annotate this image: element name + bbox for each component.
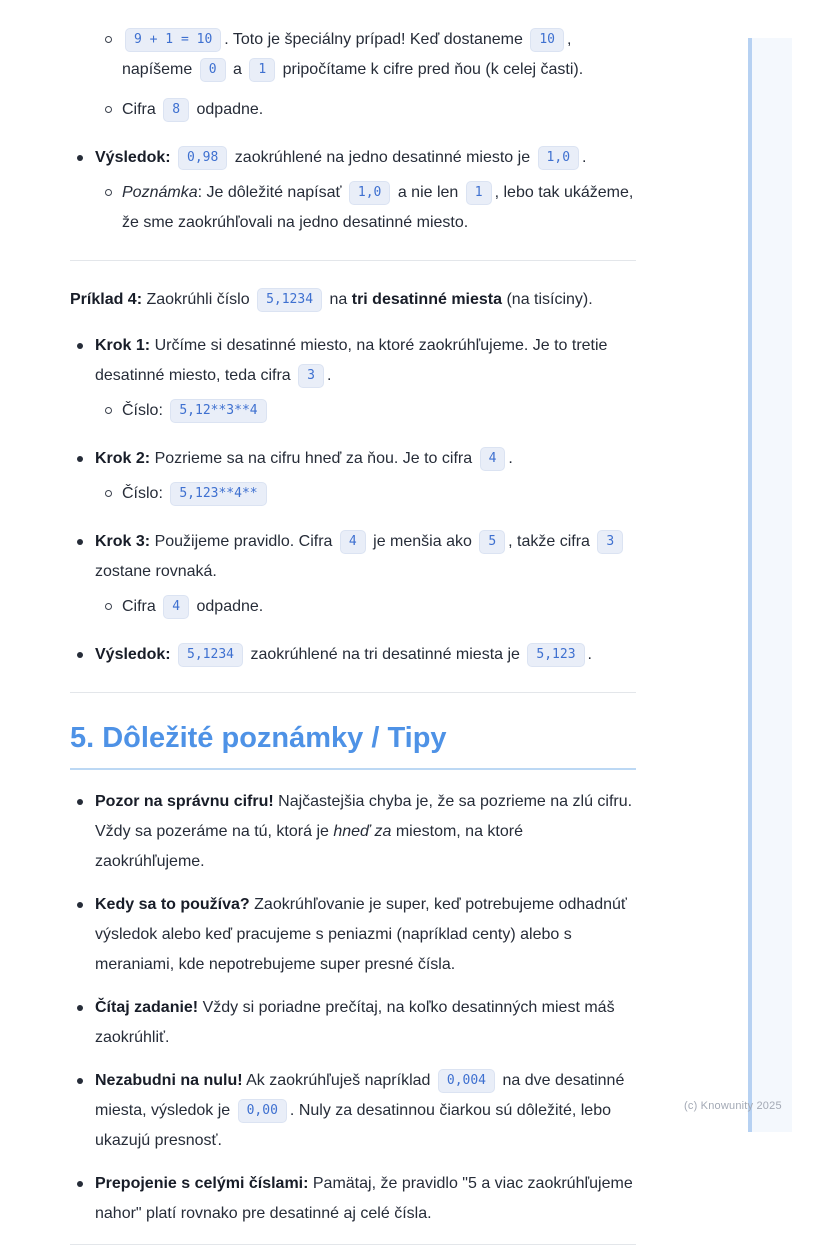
list-item [97,178,636,238]
disc-bullet-icon [77,1181,83,1187]
text-run: na dve desatinné miesta, výsledok je [95,1072,625,1119]
code-chip: 5,1234 [178,643,243,667]
disc-bullet-icon [77,799,83,805]
text-run: . Nuly za desatinnou čiarkou sú dôležité, lebo ukazujú presnosť. [95,1102,611,1149]
text-run: miestom, na ktoré zaokrúhľujeme. [95,823,523,870]
list-item [70,640,636,670]
bold-run: Čítaj zadanie! [95,999,199,1016]
code-chip: 3 [298,364,324,388]
circle-bullet-icon [105,603,112,610]
text-run: zostane rovnaká. [95,563,217,580]
disc-bullet-icon [77,456,83,462]
section-divider [70,260,636,261]
bold-run: Krok 2: [95,450,155,467]
list-item [97,592,636,622]
text-run: , lebo tak ukážeme, že sme zaokrúhľovali na jedno desatinné miesto. [122,184,634,231]
disc-bullet-icon [77,902,83,908]
text-run: Číslo: [122,402,168,419]
bold-run: Pozor na správnu cifru! [95,793,274,810]
text-run: Zaokrúhľovanie je super, keď potrebujeme odhadnúť výsledok alebo keď pracujeme s peniazmi (napríklad centy) alebo s meraniami, kde nepotrebujeme super presné čísla. [95,896,627,973]
text-run: . Toto je špeciálny prípad! Keď dostaneme [224,31,528,48]
code-chip: 5,1234 [257,288,322,312]
circle-bullet-icon [105,189,112,196]
list-item [70,1169,636,1229]
list-item [70,143,636,173]
text-run: zaokrúhlené na jedno desatinné miesto je [230,149,535,166]
code-chip: 1 [249,58,275,82]
bold-run: tri desatinné miesta [351,291,503,308]
text-run: je menšia ako [368,533,477,550]
text-run: odpadne. [192,101,264,118]
code-chip: 3 [597,530,623,554]
list-item [97,396,636,426]
list-item [70,890,636,980]
next-page-edge-line [748,38,752,1132]
bold-run: Výsledok: [95,149,176,166]
circle-bullet-icon [105,106,112,113]
code-chip: 5,123**4** [170,482,266,506]
list-item [70,1066,636,1156]
italic-run: hneď za [333,823,392,840]
code-chip: 5,123 [527,643,584,667]
text-run: Ak zaokrúhľuješ napríklad [242,1072,435,1089]
list-item [97,25,636,85]
code-chip: 1 [466,181,492,205]
text-run: Pamätaj, že pravidlo "5 a viac zaokrúhľujeme nahor" platí rovnako pre desatinné aj celé čísla. [95,1175,633,1222]
text-run: . [508,450,513,467]
example-paragraph [70,285,636,315]
code-chip: 4 [480,447,506,471]
code-chip: 10 [530,28,564,52]
code-chip: 0,00 [238,1099,287,1123]
code-chip: 9 + 1 = 10 [125,28,221,52]
text-run: Určíme si desatinné miesto, na ktoré zaokrúhľujeme. Je to tretie desatinné miesto, teda cifra [95,337,608,384]
code-chip: 5 [479,530,505,554]
text-run: odpadne. [192,598,264,615]
code-chip: 5,12**3**4 [170,399,266,423]
text-run: pripočítame k cifre pred ňou (k celej časti). [278,61,584,78]
list-item [70,444,636,474]
text-run: . [326,367,332,384]
text-run: . [582,149,587,166]
text-run: Číslo: [122,485,168,502]
next-page-edge [752,38,792,1132]
text-run: Najčastejšia chyba je, že sa pozrieme na zlú cifru. Vždy sa pozeráme na tú, ktorá je [95,793,633,840]
text-run: a nie len [393,184,463,201]
code-chip: 0,98 [178,146,227,170]
code-chip: 1,0 [349,181,390,205]
text-run: Použijeme pravidlo. Cifra [154,533,337,550]
bold-run: Príklad 4: [70,291,147,308]
code-chip: 4 [340,530,366,554]
section-heading: 5. Dôležité poznámky / Tipy [70,720,636,770]
text-run: na [325,291,352,308]
list-item [70,527,636,587]
circle-bullet-icon [105,490,112,497]
disc-bullet-icon [77,155,83,161]
text-run: Vždy si poriadne prečítaj, na koľko desatinných miest máš zaokrúhliť. [95,999,615,1046]
text-run: . [587,646,592,663]
code-chip: 0 [200,58,226,82]
text-run: Cifra [122,101,161,118]
bold-run: Krok 1: [95,337,155,354]
bold-run: Nezabudni na nulu! [95,1072,243,1089]
list-item [70,787,636,877]
list-item [70,331,636,391]
disc-bullet-icon [77,652,83,658]
italic-run: Poznámka [122,184,198,201]
disc-bullet-icon [77,343,83,349]
bold-run: Krok 3: [95,533,155,550]
text-run: (na tisíciny). [502,291,593,308]
bold-run: Prepojenie s celými číslami: [95,1175,309,1192]
code-chip: 4 [163,595,189,619]
disc-bullet-icon [77,1005,83,1011]
bold-run: Výsledok: [95,646,176,663]
circle-bullet-icon [105,36,112,43]
text-run: Zaokrúhli číslo [146,291,255,308]
section-divider [70,692,636,693]
text-run: , takže cifra [508,533,595,550]
text-run: zaokrúhlené na tri desatinné miesta je [246,646,525,663]
text-run: Cifra [122,598,161,615]
code-chip: 0,004 [438,1069,495,1093]
list-item [97,95,636,125]
text-run: : Je dôležité napísať [197,184,346,201]
text-run: Pozrieme sa na cifru hneď za ňou. Je to cifra [154,450,477,467]
code-chip: 1,0 [538,146,579,170]
disc-bullet-icon [77,1078,83,1084]
disc-bullet-icon [77,539,83,545]
copyright-footer: (c) Knowunity 2025 [684,1100,782,1112]
document-content [70,0,636,1245]
list-item [70,993,636,1053]
list-item [97,479,636,509]
bold-run: Kedy sa to používa? [95,896,250,913]
text-run: a [228,61,247,78]
text-run: , napíšeme [122,31,572,78]
circle-bullet-icon [105,407,112,414]
code-chip: 8 [163,98,189,122]
